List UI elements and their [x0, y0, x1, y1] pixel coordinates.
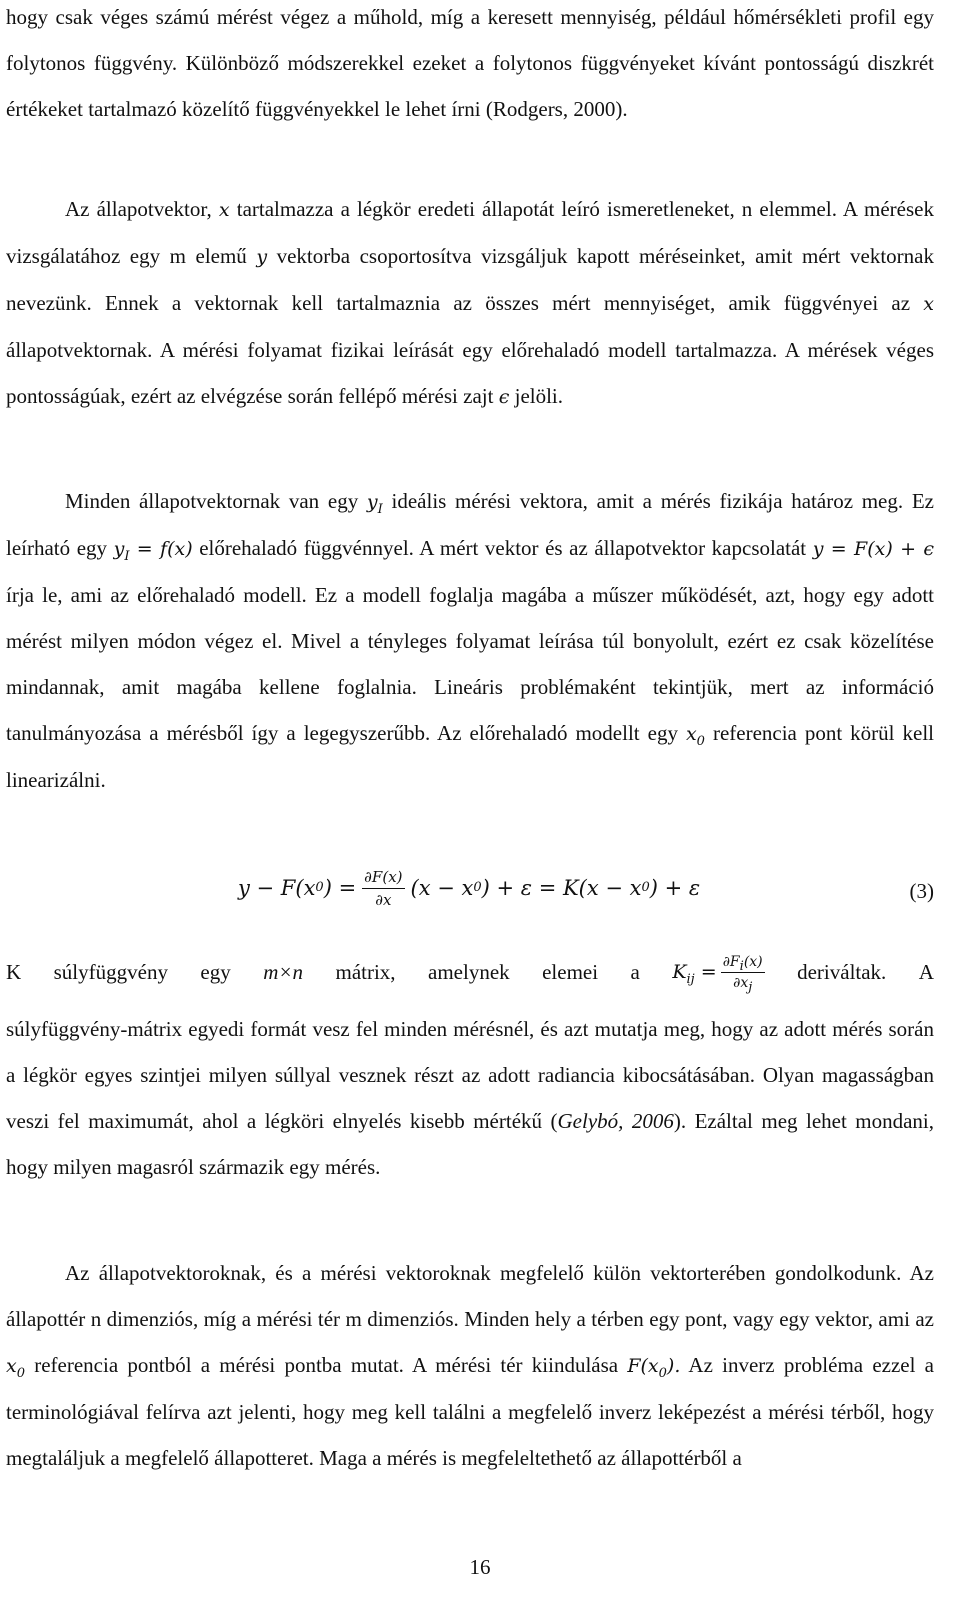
paragraph-4: súlyfüggvény-mátrix egyedi formát vesz fel minden mérésnél, és azt mutatja meg, hogy az adott mérés során a légkör egyes szintjei milyen súllyal vesznek részt az adott radiancia kibocsátásában. Olyan magasságban veszi fel maximumát, ahol a légköri elnyelés kisebb mértékű (Gelybó, 2006). Ezáltal meg lehet mondani, hogy milyen magasról származik egy mérés.: [6, 1017, 935, 1179]
math-x0: $x_0$: [685, 723, 705, 749]
weighting-function-line: K súlyfüggvény egy m×n mátrix, amelynek elemei a $K_{ij}$ = $\frac{\partial F_i(x)}{\partial x_j}$ deriváltak. A: [6, 944, 934, 1000]
math-x: x: [923, 293, 934, 315]
math-forward-model: y = F(x) + ϵ: [812, 538, 935, 560]
paragraph-3: Minden állapotvektornak van egy $y_I$ ideális mérési vektora, amit a mérés fizikája határoz meg. Ez leírható egy $y_I = f(x)$ előrehaladó függvénnyel. A mért vektor és az állapotvektor kapcsolatát y = F(x) + ϵ írja le, ami az előrehaladó modell. Ez a modell foglalja magába a műszer működését, azt, hogy egy adott mérést milyen módon végez el. Mivel a tényleges folyamat leírása túl bonyolult, ezért ez csak közelítése mindannak, amit magába kellene foglalnia. Lineáris problémaként tekintjük, mert az információ tanulmányozása a mérésből így a legegyszerűbb. Az előrehaladó modellt egy $x_0$ referencia pont körül kell linearizálni.: [6, 489, 935, 792]
paragraph-5: Az állapotvektoroknak, és a mérési vektoroknak megfelelő külön vektorterében gondolkodunk. Az állapottér n dimenziós, míg a mérési tér m dimenziós. Minden hely a térben egy pont, vagy egy vektor, ami az $x_0$ referencia pontból a mérési pontba mutat. A mérési tér kiindulása $F(x_0)$. Az inverz probléma ezzel a terminológiával felírva azt jelenti, hogy meg kell találni a megfelelő inverz leképezést a mérési térből, hogy megtaláljuk a megfelelő állapotteret. Maga a mérés is megfeleltethető az állapottérből a: [6, 1261, 934, 1470]
math-kij: $K_{ij}$ = $\frac{\partial F_i(x)}{\partial x_j}$: [672, 953, 763, 995]
equation-number: (3): [909, 879, 934, 903]
math-epsilon: ϵ: [498, 386, 510, 408]
partial-derivative-fraction: $\frac{\partial F(x)}{\partial x}$: [364, 867, 403, 909]
paragraph-2: Az állapotvektor, x tartalmazza a légkör eredeti állapotát leíró ismeretleneket, n elemmel. A mérések vizsgálatához egy m elemű y vektorba csoportosítva vizsgáljuk kapott méréseinket, amit mért vektornak nevezünk. Ennek a vektornak kell tartalmaznia az összes mért mennyiséget, amik függvényei az x állapotvektornak. A mérési folyamat fizikai leírását egy előrehaladó modell tartalmazza. A mérések véges pontosságúak, ezért az elvégzése során fellépő mérési zajt ϵ jelöli.: [6, 197, 934, 408]
equation-body: y − F(x 0 ) = $\frac{\partial F(x)}{\partial x}$ (x − x 0 ) + ε = K(x − x 0 ) + ε: [238, 867, 701, 909]
citation: Gelybó, 2006: [557, 1109, 674, 1133]
math-x0: $x_0$: [6, 1355, 25, 1381]
math-ideal-equation: $y_I = f(x)$: [113, 538, 193, 564]
equation-3: [6, 857, 934, 927]
math-x: x: [218, 199, 230, 221]
partial-derivative-fraction: $\frac{\partial F_i(x)}{\partial x_j}$: [722, 953, 763, 995]
math-y: y: [256, 246, 268, 268]
math-fx0: $F(x_0)$.: [627, 1355, 681, 1381]
paragraph-1: [6, 0, 934, 132]
math-y-ideal: $y_I$: [366, 491, 383, 517]
page-number: 16: [469, 1555, 491, 1579]
paragraph-text: hogy csak véges számú mérést végez a műhold, míg a keresett mennyiség, például hőmérsékleti profil egy folytonos függvény. Különböző módszerekkel ezeket a folytonos függvényeket kívánt pontosságú diszkrét értékeket tartalmazó közelítő függvényekkel le lehet írni (Rodgers, 2000).: [6, 5, 934, 121]
